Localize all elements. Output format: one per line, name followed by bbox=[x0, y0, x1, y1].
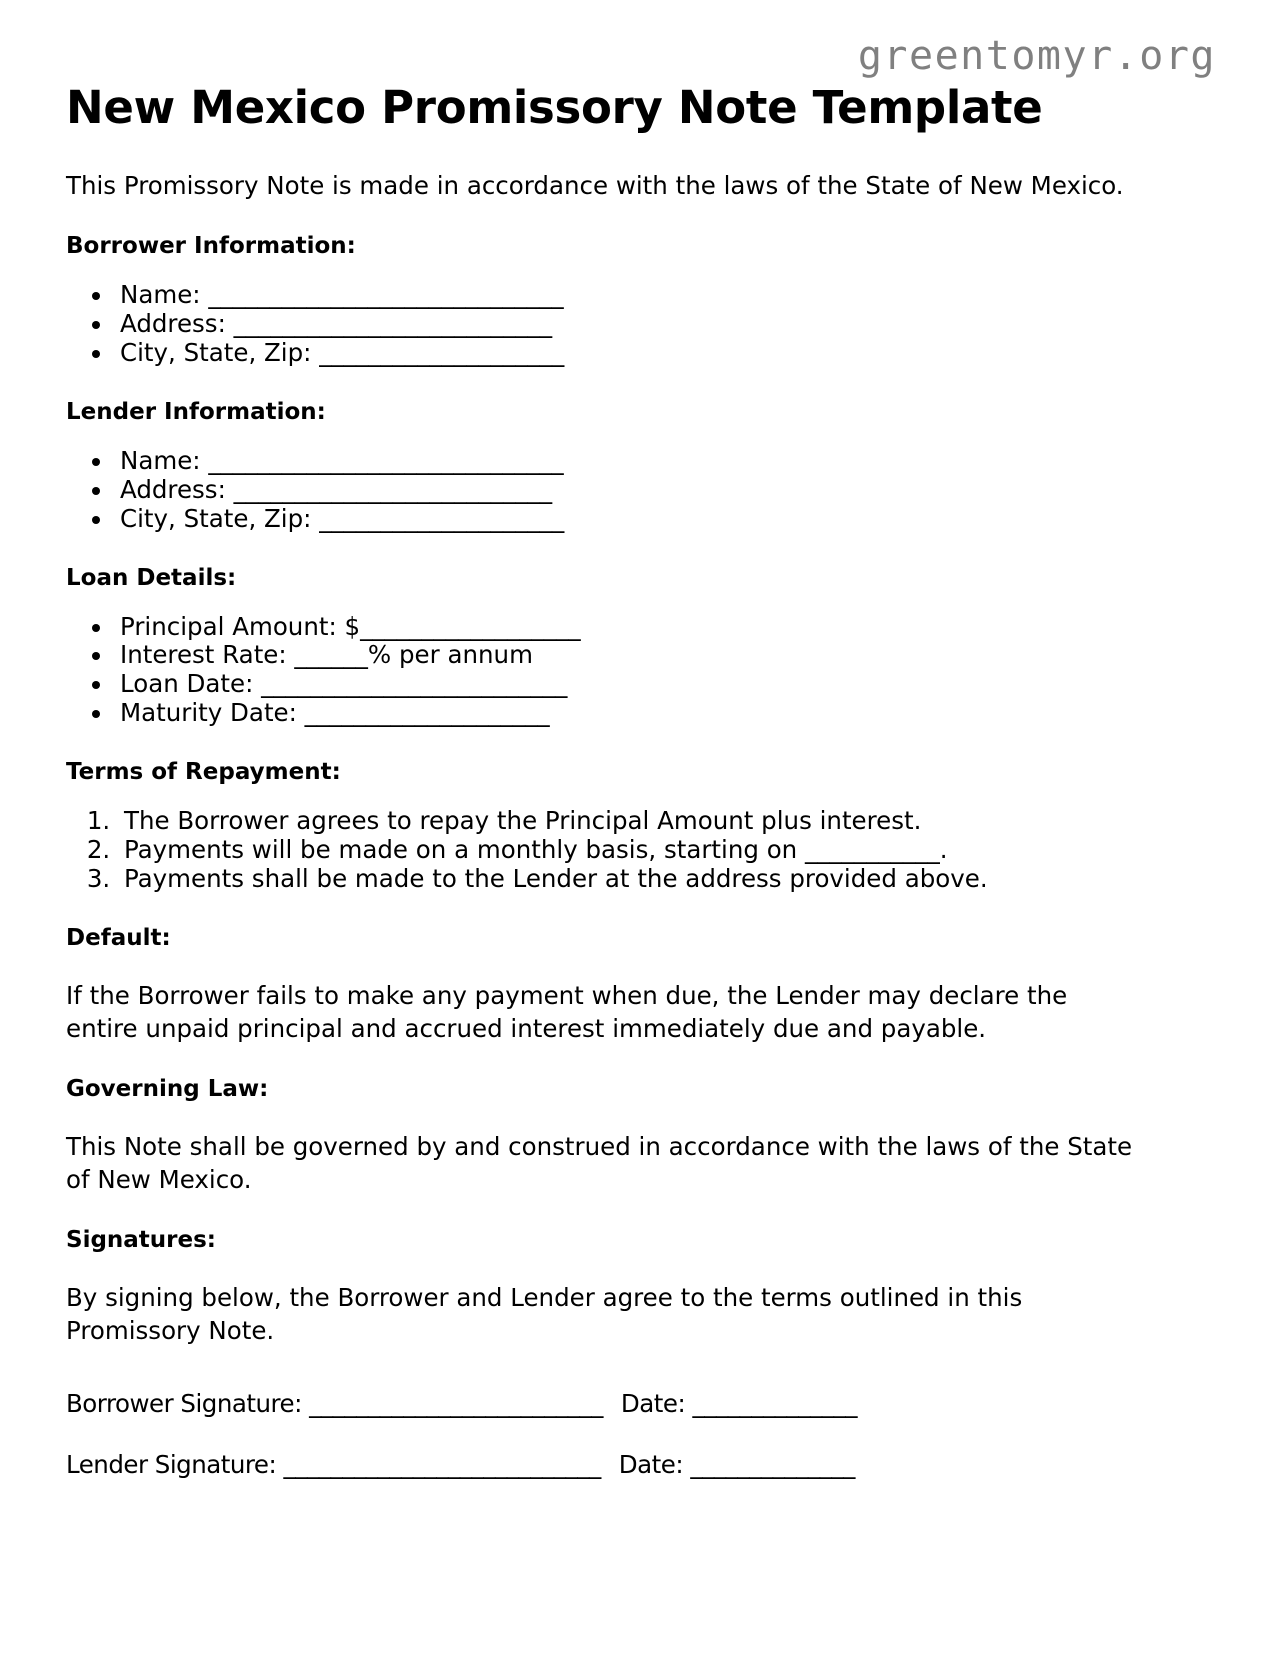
list-item: • Address: __________________________ bbox=[114, 310, 1216, 339]
list-item: 3. Payments shall be made to the Lender at the address provided above. bbox=[118, 865, 1216, 894]
list-item: • Maturity Date: ____________________ bbox=[114, 699, 1216, 728]
list-item: • City, State, Zip: ____________________ bbox=[114, 505, 1216, 534]
terms-of-repayment-list bbox=[66, 788, 1216, 894]
list-item: • Name: _____________________________ bbox=[114, 447, 1216, 476]
signatures-heading: Signatures: bbox=[66, 1226, 217, 1253]
borrower-signature-row bbox=[66, 1389, 1216, 1450]
terms-of-repayment-heading: Terms of Repayment: bbox=[66, 759, 341, 786]
borrower-information-list bbox=[66, 262, 1216, 368]
list-item: • Loan Date: _________________________ bbox=[114, 670, 1216, 699]
borrower-date-field[interactable]: Date: ______________ bbox=[620, 1388, 858, 1418]
lender-information-heading: Lender Information: bbox=[66, 399, 326, 426]
governing-law-heading: Governing Law: bbox=[66, 1075, 269, 1102]
lender-date-field[interactable]: Date: ______________ bbox=[618, 1450, 855, 1480]
list-item: • Name: _____________________________ bbox=[114, 281, 1216, 310]
intro-paragraph: This Promissory Note is made in accordance with the laws of the State of New Mexico. bbox=[66, 171, 1124, 201]
borrower-signature-field[interactable]: Borrower Signature: _________________________ bbox=[66, 1388, 603, 1418]
signature-lines bbox=[66, 1347, 1216, 1512]
governing-law-paragraph: This Note shall be governed by and construed in accordance with the laws of the State of New Mexico. bbox=[66, 1131, 1133, 1194]
lender-information-list bbox=[66, 428, 1216, 534]
loan-details-heading: Loan Details: bbox=[66, 564, 237, 591]
list-item: • Principal Amount: $__________________ bbox=[114, 613, 1216, 642]
list-item: • City, State, Zip: ____________________ bbox=[114, 339, 1216, 368]
loan-details-list bbox=[66, 594, 1216, 729]
lender-signature-field[interactable]: Lender Signature: ___________________________ bbox=[66, 1450, 601, 1480]
page-title: New Mexico Promissory Note Template bbox=[66, 81, 1043, 134]
lender-signature-row bbox=[66, 1450, 1216, 1511]
site-watermark: greentomyr.org bbox=[857, 33, 1216, 79]
default-paragraph: If the Borrower fails to make any payment when due, the Lender may declare the entire unpaid principal and accrued interest immediately due and payable. bbox=[66, 980, 1068, 1043]
list-item: • Interest Rate: ______% per annum bbox=[114, 641, 1216, 670]
signatures-intro-paragraph: By signing below, the Borrower and Lender agree to the terms outlined in this Promissory Note. bbox=[66, 1282, 1023, 1345]
list-item: • Address: __________________________ bbox=[114, 476, 1216, 505]
list-item: 1. The Borrower agrees to repay the Principal Amount plus interest. bbox=[118, 807, 1216, 836]
list-item: 2. Payments will be made on a monthly basis, starting on ___________. bbox=[118, 836, 1216, 865]
default-heading: Default: bbox=[66, 924, 171, 951]
borrower-information-heading: Borrower Information: bbox=[66, 233, 356, 260]
